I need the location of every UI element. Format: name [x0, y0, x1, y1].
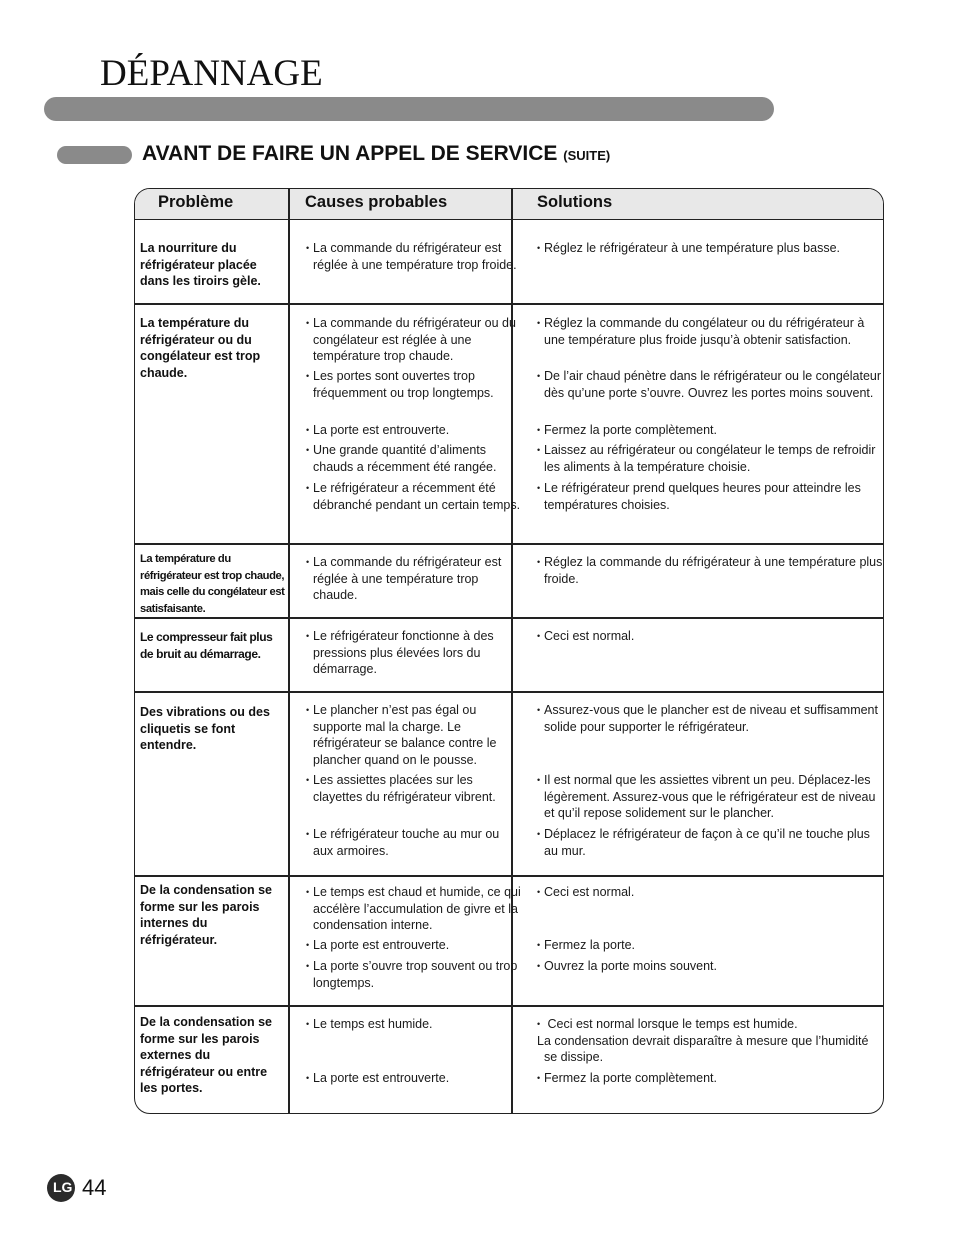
solution-item: • Laissez au réfrigérateur ou congélateur le temps de refroidir les aliments à la température choisie. [536, 442, 884, 475]
cause-item: • La porte est entrouverte. [305, 1070, 521, 1087]
section-heading [142, 142, 610, 166]
cause-item: • Le réfrigérateur fonctionne à des pressions plus élevées lors du démarrage. [305, 628, 521, 678]
solution-item: • Réglez le réfrigérateur à une température plus basse. [536, 240, 884, 257]
cause-item: • Le réfrigérateur touche au mur ou aux armoires. [305, 826, 521, 859]
problem-cell: Des vibrations ou des cliquetis se font entendre. [140, 705, 270, 752]
solution-item: • Déplacez le réfrigérateur de façon à ce qu’il ne touche plus au mur. [536, 826, 884, 859]
problem-cell: La température du réfrigérateur ou du congélateur est trop chaude. [140, 316, 261, 380]
cause-item: • Le temps est chaud et humide, ce qui accélère l’accumulation de givre et la condensation interne. [305, 884, 521, 934]
cause-item: • La porte est entrouverte. [305, 937, 521, 954]
cause-item: • La commande du réfrigérateur est réglée à une température trop chaude. [305, 554, 521, 604]
problem-cell: La température du réfrigérateur est trop chaude, mais celle du congélateur est satisfaisante. [140, 553, 285, 615]
solution-item: • De l’air chaud pénètre dans le réfrigérateur ou le congélateur dès qu’une porte s’ouvre. Ouvrez les portes moins souvent. [536, 368, 884, 401]
solution-item: • Fermez la porte complètement. [536, 422, 884, 439]
cause-item: • Le réfrigérateur a récemment été débranché pendant un certain temps. [305, 480, 521, 513]
solution-item: • Assurez-vous que le plancher est de niveau et suffisamment solide pour supporter le réfrigérateur. [536, 702, 884, 735]
solution-line: Ceci est normal lorsque le temps est humide. [547, 1017, 798, 1031]
header-problem: Problème [158, 193, 234, 211]
troubleshooting-table [134, 188, 884, 1114]
cause-item: • La commande du réfrigérateur ou du congélateur est réglée à une température trop chaude. [305, 315, 521, 365]
row-divider [135, 1005, 883, 1007]
cause-item: • Le temps est humide. [305, 1016, 521, 1033]
header-causes: Causes probables [305, 193, 448, 211]
row-divider [135, 691, 883, 693]
row-divider [135, 543, 883, 545]
solution-item: • Ceci est normal. [536, 884, 884, 901]
problem-cell: La nourriture du réfrigérateur placée dans les tiroirs gèle. [140, 241, 261, 288]
problem-cell: De la condensation se forme sur les parois internes du réfrigérateur. [140, 883, 272, 947]
solution-item: • Ouvrez la porte moins souvent. [536, 958, 884, 975]
page-title: DÉPANNAGE [100, 53, 323, 94]
logo-text: LG [53, 1179, 73, 1195]
cause-item: • La porte est entrouverte. [305, 422, 521, 439]
solution-item: • Ceci est normal. [536, 628, 884, 645]
row-divider [135, 617, 883, 619]
solution-item: • Le réfrigérateur prend quelques heures pour atteindre les températures choisies. [536, 480, 884, 513]
problem-cell: Le compresseur fait plus de bruit au démarrage. [140, 630, 273, 661]
table-header [135, 189, 883, 220]
cause-item: • Une grande quantité d’aliments chauds a récemment été rangée. [305, 442, 521, 475]
solution-line: La condensation devrait disparaître à mesure que l’humidité se dissipe. [537, 1033, 869, 1064]
section-pill [57, 146, 132, 164]
header-bar [44, 97, 774, 121]
cause-item: • La commande du réfrigérateur est réglée à une température trop froide. [305, 240, 521, 273]
cause-item: • La porte s’ouvre trop souvent ou trop longtemps. [305, 958, 521, 991]
section-suffix: (SUITE) [563, 148, 611, 163]
cause-item: • Les portes sont ouvertes trop fréquemment ou trop longtemps. [305, 368, 521, 401]
cause-item: • Le plancher n’est pas égal ou supporte mal la charge. Le réfrigérateur se balance contre le plancher quand on le pousse. [305, 702, 521, 768]
row-divider [135, 875, 883, 877]
cause-item: • Les assiettes placées sur les clayettes du réfrigérateur vibrent. [305, 772, 521, 805]
header-solutions: Solutions [537, 193, 613, 211]
problem-cell: De la condensation se forme sur les parois externes du réfrigérateur ou entre les portes. [140, 1015, 272, 1095]
solution-item [536, 1016, 884, 1066]
row-divider [135, 303, 883, 305]
section-title: AVANT DE FAIRE UN APPEL DE SERVICE [142, 142, 558, 165]
solution-item: • Réglez la commande du congélateur ou du réfrigérateur à une température plus froide jusqu’à obtenir satisfaction. [536, 315, 884, 348]
solution-item: • Fermez la porte complètement. [536, 1070, 884, 1087]
page-number: 44 [82, 1175, 107, 1200]
lg-logo-icon [47, 1174, 75, 1202]
column-divider [288, 189, 290, 1113]
solution-item: • Il est normal que les assiettes vibrent un peu. Déplacez-les légèrement. Assurez-vous que le réfrigérateur est de niveau et qu’il repose solidement sur le plancher. [536, 772, 884, 822]
solution-item: • Réglez la commande du réfrigérateur à une température plus froide. [536, 554, 884, 587]
solution-item: • Fermez la porte. [536, 937, 884, 954]
